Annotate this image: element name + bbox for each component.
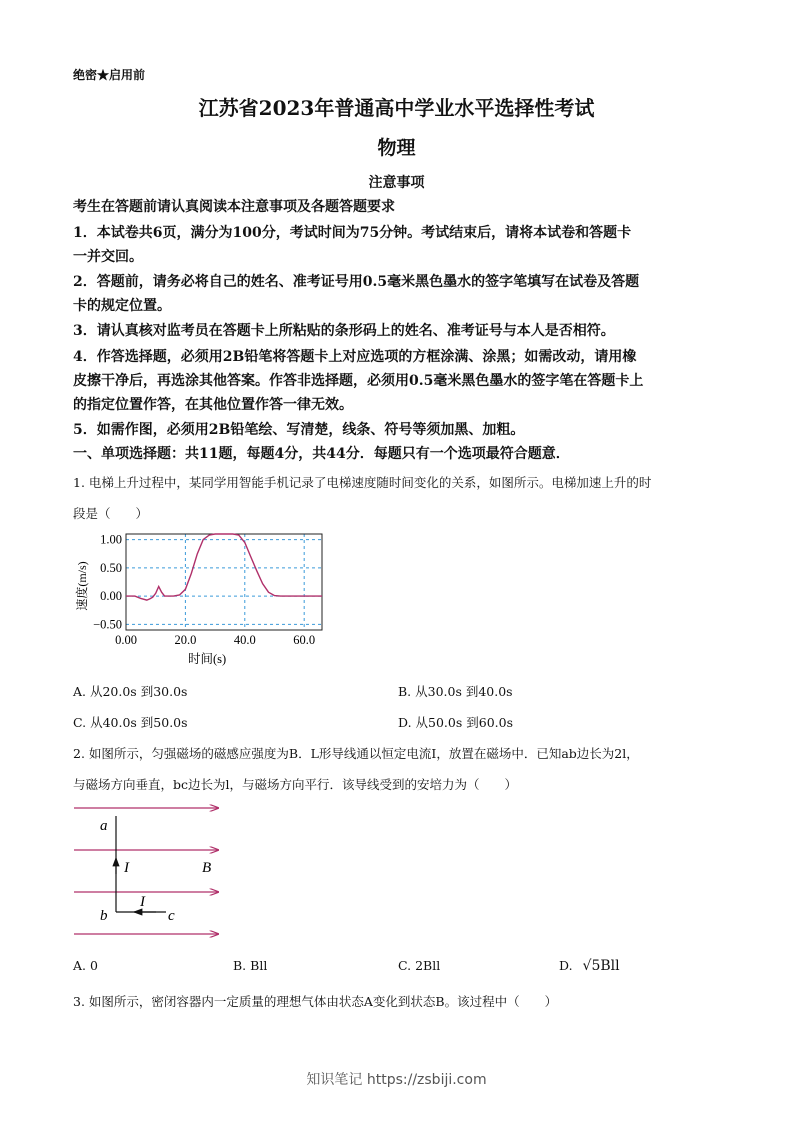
q2-stem-line1: 2. 如图所示，匀强磁场的磁感应强度为B．L形导线通以恒定电流I，放置在磁场中．已知ab边长为2l， <box>73 746 639 761</box>
notice-line: 的指定位置作答，在其他位置作答一律无效。 <box>73 397 353 413</box>
label-c: c <box>168 908 175 924</box>
q2-option-c[interactable]: C. 2Bll <box>398 958 441 973</box>
magnetic-field-diagram <box>70 800 230 942</box>
footer-watermark: 知识笔记 https://zsbiji.com <box>306 1072 487 1088</box>
velocity-series-line <box>126 534 322 600</box>
subject-title: 物理 <box>377 137 416 159</box>
exam-title: 江苏省2023年普通高中学业水平选择性考试 <box>198 96 595 120</box>
q2-stem-line2: 与磁场方向垂直，bc边长为l，与磁场方向平行．该导线受到的安培力为（ ） <box>73 777 518 792</box>
velocity-time-chart <box>70 528 330 668</box>
notice-line: 2．答题前，请务必将自己的姓名、准考证号用0.5毫米黑色墨水的签字笔填写在试卷及答题 <box>73 274 640 290</box>
q3-stem-line1: 3. 如图所示，密闭容器内一定质量的理想气体由状态A变化到状态B。该过程中（ ） <box>73 994 558 1009</box>
q1-stem-line2: 段是（ ） <box>73 506 149 521</box>
notice-line: 4．作答选择题，必须用2B铅笔将答题卡上对应选项的方框涂满、涂黑；如需改动，请用橡 <box>73 349 637 365</box>
label-current-ab: I <box>124 860 129 876</box>
y-tick-label: 1.00 <box>100 532 122 547</box>
notice-line: 卡的规定位置。 <box>73 298 171 314</box>
y-axis-label: 速度(m/s) <box>75 561 89 611</box>
notice-line: 1．本试卷共6页，满分为100分，考试时间为75分钟。考试结束后，请将本试卷和答题卡 <box>73 225 632 241</box>
notice-intro: 考生在答题前请认真阅读本注意事项及各题答题要求 <box>73 199 395 215</box>
x-axis-label: 时间(s) <box>188 652 227 666</box>
label-current-bc: I <box>140 894 145 910</box>
q2-option-d-value: √5Bll <box>582 958 620 974</box>
x-tick-label: 0.00 <box>115 633 137 647</box>
notice-line: 一并交回。 <box>73 249 143 265</box>
q1-stem-line1: 1. 电梯上升过程中，某同学用智能手机记录了电梯速度随时间变化的关系，如图所示。电梯加速上升的时 <box>73 475 652 490</box>
q1-option-c[interactable]: C. 从40.0s 到50.0s <box>73 715 188 730</box>
q1-option-a[interactable]: A. 从20.0s 到30.0s <box>73 684 188 699</box>
q2-option-d[interactable] <box>559 958 620 974</box>
section-heading: 一、单项选择题：共11题，每题4分，共44分．每题只有一个选项最符合题意． <box>73 446 570 462</box>
q2-option-d-letter: D. <box>559 958 573 973</box>
y-tick-label: 0.50 <box>100 560 122 575</box>
secret-label: 绝密★启用前 <box>73 68 146 82</box>
q1-option-b[interactable]: B. 从30.0s 到40.0s <box>398 684 513 699</box>
notice-line: 皮擦干净后，再选涂其他答案。作答非选择题，必须用0.5毫米黑色墨水的签字笔在答题卡上 <box>73 373 644 389</box>
notice-line: 5．如需作图，必须用2B铅笔绘、写清楚，线条、符号等须加黑、加粗。 <box>73 422 525 438</box>
chart-grid <box>126 534 322 630</box>
plot-frame <box>126 534 322 630</box>
y-tick-label: 0.00 <box>100 589 122 604</box>
label-a: a <box>100 818 108 834</box>
x-tick-label: 40.0 <box>233 633 256 647</box>
notice-title: 注意事项 <box>368 175 425 191</box>
q2-option-b[interactable]: B. Bll <box>233 958 268 973</box>
q1-option-d[interactable]: D. 从50.0s 到60.0s <box>398 715 513 730</box>
label-b: b <box>100 908 108 924</box>
q2-option-a[interactable]: A. 0 <box>73 958 98 973</box>
notice-line: 3．请认真核对监考员在答题卡上所粘贴的条形码上的姓名、准考证号与本人是否相符。 <box>73 323 615 339</box>
x-tick-label: 20.0 <box>174 633 197 647</box>
label-field-b: B <box>202 860 212 876</box>
x-tick-label: 60.0 <box>293 633 316 647</box>
y-tick-label: −0.50 <box>93 617 122 632</box>
